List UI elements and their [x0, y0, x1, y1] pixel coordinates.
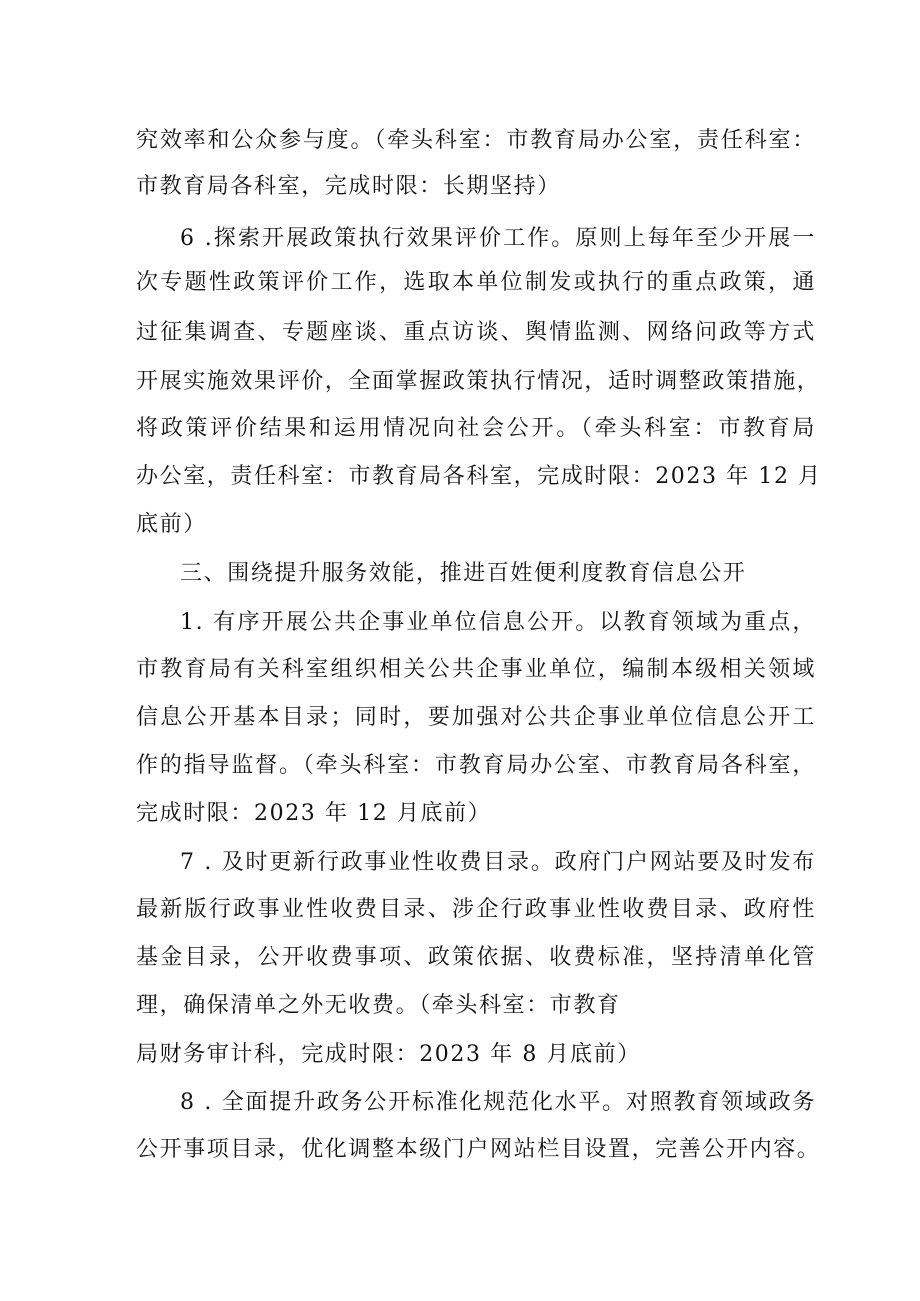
paragraph-7-heading: 7 . 及时更新行政事业性收费目录。政府门户网站要及时发布	[180, 850, 816, 875]
text-line-18: 基金目录，公开收费事项、政策依据、收费标准，坚持清单化管	[136, 945, 816, 970]
text-line-7: 将政策评价结果和运用情况向社会公开。（牵头科室：市教育局	[136, 416, 816, 441]
text-line-2: 市教育局各科室，完成时限：长期坚持）	[136, 174, 561, 199]
paragraph-6-heading: 6 .探索开展政策执行效果评价工作。原则上每年至少开展一	[180, 226, 816, 251]
text-line-15: 完成时限：2023 年 12 月底前）	[136, 801, 492, 826]
text-line-17: 最新版行政事业性收费目录、涉企行政事业性收费目录、政府性	[136, 897, 816, 922]
text-line-20: 局财务审计科，完成时限：2023 年 8 月底前）	[136, 1042, 641, 1067]
paragraph-1-heading: 1. 有序开展公共企事业单位信息公开。以教育领域为重点，	[180, 610, 816, 635]
text-line-22: 公开事项目录，优化调整本级门户网站栏目设置，完善公开内容。	[136, 1137, 821, 1162]
text-line-1: 究效率和公众参与度。（牵头科室：市教育局办公室，责任科室：	[136, 128, 816, 153]
text-line-19: 理，确保清单之外无收费。（牵头科室：市教育	[136, 993, 621, 1018]
section-three-heading: 三、围绕提升服务效能，推进百姓便利度教育信息公开	[180, 561, 747, 586]
text-line-14: 作的指导监督。（牵头科室：市教育局办公室、市教育局各科室，	[136, 753, 816, 778]
text-line-5: 过征集调查、专题座谈、重点访谈、舆情监测、网络问政等方式	[136, 320, 816, 345]
text-line-4: 次专题性政策评价工作，选取本单位制发或执行的重点政策，通	[136, 270, 816, 295]
text-line-8: 办公室，责任科室：市教育局各科室，完成时限：2023 年 12 月	[136, 464, 822, 489]
text-line-6: 开展实施效果评价，全面掌握政策执行情况，适时调整政策措施，	[136, 369, 821, 394]
text-line-13: 信息公开基本目录；同时，要加强对公共企事业单位信息公开工	[136, 705, 816, 730]
paragraph-8-heading: 8 . 全面提升政务公开标准化规范化水平。对照教育领域政务	[180, 1090, 816, 1115]
text-line-12: 市教育局有关科室组织相关公共企事业单位，编制本级相关领域	[136, 657, 816, 682]
text-line-9: 底前）	[136, 512, 207, 537]
